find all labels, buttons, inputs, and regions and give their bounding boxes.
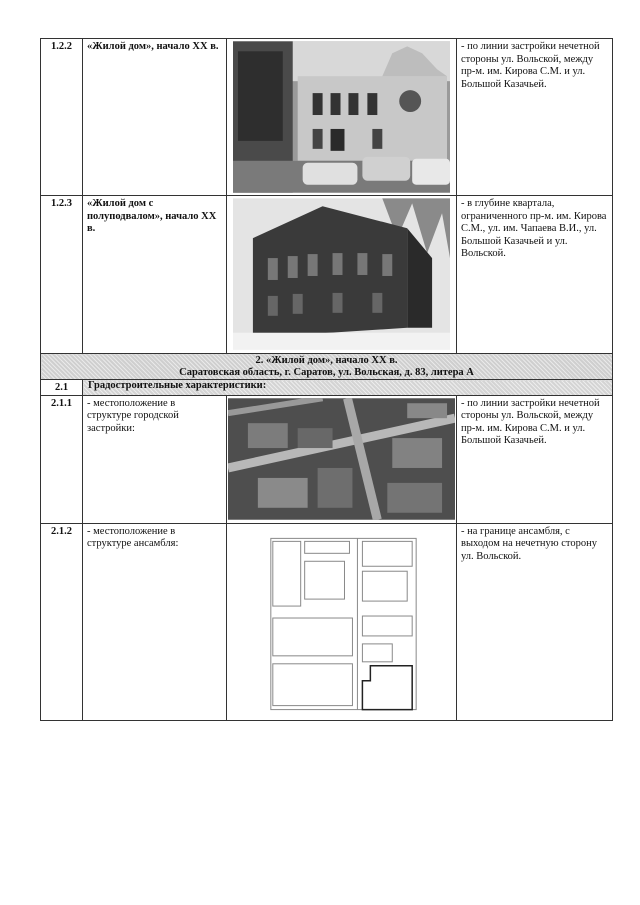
characteristic-name: - местоположение в структуре ансамбля: [83, 523, 227, 720]
object-location: - в глубине квартала, ограниченного пр-м. им. Кирова С.М., ул. им. Чапаева В.И., ул. Большой Казачьей и ул. Вольской. [457, 196, 613, 354]
object-name: «Жилой дом», начало XX в. [83, 39, 227, 196]
table-row [41, 196, 613, 354]
characteristic-value: - по линии застройки нечетной стороны ул. Вольской, между пр-м. им. Кирова С.М. и ул. Большой Казачьей. [457, 395, 613, 523]
table-row [41, 523, 613, 720]
subsection-title: Градостроительные характеристики: [83, 380, 613, 396]
row-number: 1.2.2 [41, 39, 83, 196]
satellite-map-photo [228, 398, 455, 520]
section-title: 2. «Жилой дом», начало XX в. [255, 355, 398, 366]
table-row [41, 395, 613, 523]
building-photo [233, 198, 450, 350]
photo-cell [227, 395, 457, 523]
building-facade-photo [233, 41, 450, 193]
section-address: Саратовская область, г. Саратов, ул. Вольская, д. 83, литера А [179, 366, 474, 378]
subsection-number: 2.1 [41, 380, 83, 396]
object-location: - по линии застройки нечетной стороны ул. Вольской, между пр-м. им. Кирова С.М. и ул. Большой Казачьей. [457, 39, 613, 196]
monument-table [40, 38, 613, 721]
photo-cell [227, 523, 457, 720]
row-number: 2.1.1 [41, 395, 83, 523]
photo-cell [227, 39, 457, 196]
row-number: 1.2.3 [41, 196, 83, 354]
characteristic-value: - на границе ансамбля, с выходом на нечетную сторону ул. Вольской. [457, 523, 613, 720]
subsection-row [41, 380, 613, 396]
characteristic-name: - местоположение в структуре городской застройки: [83, 395, 227, 523]
section-header [41, 354, 613, 380]
row-number: 2.1.2 [41, 523, 83, 720]
photo-cell [227, 196, 457, 354]
table-row [41, 39, 613, 196]
ensemble-plan [233, 526, 450, 716]
object-name: «Жилой дом с полуподвалом», начало XX в. [83, 196, 227, 354]
